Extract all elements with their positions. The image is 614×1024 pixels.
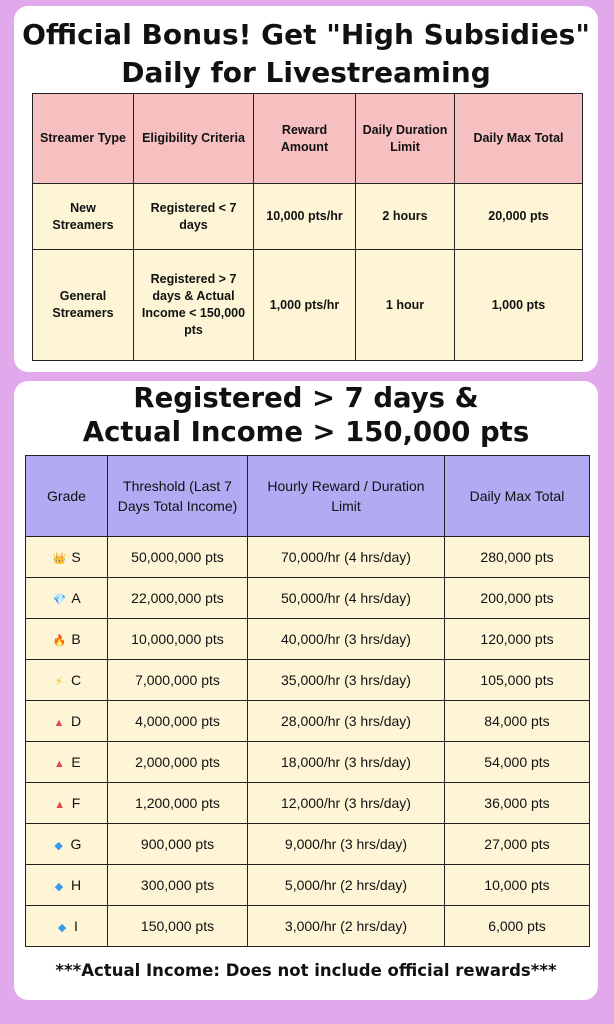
table-row: [33, 250, 583, 361]
cell-grade: [26, 865, 108, 906]
cell-streamer-type: New Streamers: [33, 184, 134, 250]
cell-daily-max: 200,000 pts: [445, 578, 590, 619]
table-row: [26, 619, 590, 660]
cell-daily-max: 1,000 pts: [455, 250, 583, 361]
cell-threshold: 10,000,000 pts: [108, 619, 248, 660]
cell-threshold: 300,000 pts: [108, 865, 248, 906]
cell-reward: 10,000 pts/hr: [254, 184, 356, 250]
cell-daily-max: 120,000 pts: [445, 619, 590, 660]
cell-daily-max: 105,000 pts: [445, 660, 590, 701]
cell-hourly-reward: 18,000/hr (3 hrs/day): [248, 742, 445, 783]
cell-grade: [26, 578, 108, 619]
cell-criteria: Registered < 7 days: [134, 184, 254, 250]
cell-hourly-reward: 50,000/hr (4 hrs/day): [248, 578, 445, 619]
header-daily-max: Daily Max Total: [445, 456, 590, 537]
cell-grade: [26, 537, 108, 578]
grade-rows: [26, 537, 590, 947]
grade-label: E: [71, 754, 81, 770]
table-row: [26, 906, 590, 947]
blue-diamond-icon: ◆: [54, 840, 63, 852]
grade-table: [25, 455, 590, 947]
grade-card: [14, 381, 598, 1000]
title-line-1: Official Bonus! Get "High Subsidies": [22, 18, 590, 51]
header-reward-amount: Reward Amount: [254, 94, 356, 184]
cell-grade: [26, 742, 108, 783]
cell-daily-max: 10,000 pts: [445, 865, 590, 906]
page-title: [14, 16, 598, 92]
table-row: [33, 184, 583, 250]
header-threshold: Threshold (Last 7 Days Total Income): [108, 456, 248, 537]
cell-threshold: 2,000,000 pts: [108, 742, 248, 783]
grade-label: B: [71, 631, 81, 647]
lightning-icon: ⚡: [55, 676, 63, 688]
cell-daily-max: 20,000 pts: [455, 184, 583, 250]
table-row: [26, 742, 590, 783]
table-row: [26, 824, 590, 865]
table-header-row: [26, 456, 590, 537]
cell-hourly-reward: 28,000/hr (3 hrs/day): [248, 701, 445, 742]
table-row: [26, 701, 590, 742]
cell-hourly-reward: 35,000/hr (3 hrs/day): [248, 660, 445, 701]
crown-icon: 👑: [52, 553, 67, 565]
header-daily-max: Daily Max Total: [455, 94, 583, 184]
grade-label: F: [71, 795, 81, 811]
cell-daily-max: 280,000 pts: [445, 537, 590, 578]
table-row: [26, 783, 590, 824]
cell-grade: [26, 619, 108, 660]
cell-hourly-reward: 12,000/hr (3 hrs/day): [248, 783, 445, 824]
cell-daily-max: 36,000 pts: [445, 783, 590, 824]
grade-label: H: [70, 877, 82, 893]
cell-criteria: Registered > 7 days & Actual Income < 150,000 pts: [134, 250, 254, 361]
cell-grade: [26, 783, 108, 824]
cell-hourly-reward: 3,000/hr (2 hrs/day): [248, 906, 445, 947]
cell-hourly-reward: 9,000/hr (3 hrs/day): [248, 824, 445, 865]
cell-hourly-reward: 40,000/hr (3 hrs/day): [248, 619, 445, 660]
cell-threshold: 7,000,000 pts: [108, 660, 248, 701]
red-triangle-icon: ▲: [53, 758, 65, 770]
header-grade: Grade: [26, 456, 108, 537]
grade-label: I: [74, 918, 78, 934]
table-row: [26, 660, 590, 701]
red-triangle-icon: ▲: [53, 717, 65, 729]
section-title-line-2: Actual Income > 150,000 pts: [82, 416, 530, 448]
table-row: [26, 537, 590, 578]
cell-threshold: 50,000,000 pts: [108, 537, 248, 578]
streamer-type-table: [32, 93, 583, 361]
header-hourly-reward: Hourly Reward / Duration Limit: [248, 456, 445, 537]
section-title-line-1: Registered > 7 days &: [133, 382, 479, 414]
cell-threshold: 1,200,000 pts: [108, 783, 248, 824]
cell-threshold: 900,000 pts: [108, 824, 248, 865]
cell-threshold: 150,000 pts: [108, 906, 248, 947]
red-triangle-icon: ▲: [54, 799, 66, 811]
cell-grade: [26, 660, 108, 701]
grade-label: S: [71, 549, 81, 565]
cell-threshold: 4,000,000 pts: [108, 701, 248, 742]
grade-label: C: [70, 672, 82, 688]
cell-hourly-reward: 70,000/hr (4 hrs/day): [248, 537, 445, 578]
header-eligibility: Eligibility Criteria: [134, 94, 254, 184]
cell-daily-max: 27,000 pts: [445, 824, 590, 865]
diamond-icon: 💎: [52, 594, 67, 606]
cell-reward: 1,000 pts/hr: [254, 250, 356, 361]
header-streamer-type: Streamer Type: [33, 94, 134, 184]
title-line-2: Daily for Livestreaming: [121, 56, 491, 89]
table-row: [26, 578, 590, 619]
table-header-row: [33, 94, 583, 184]
fire-icon: 🔥: [52, 635, 67, 647]
section-title: [14, 381, 598, 449]
grade-label: G: [70, 836, 82, 852]
footnote: ***Actual Income: Does not include official rewards***: [55, 961, 557, 980]
cell-grade: [26, 824, 108, 865]
table-row: [26, 865, 590, 906]
blue-diamond-icon: ◆: [54, 881, 64, 893]
header-duration-limit: Daily Duration Limit: [356, 94, 455, 184]
cell-daily-max: 6,000 pts: [445, 906, 590, 947]
cell-duration: 1 hour: [356, 250, 455, 361]
grade-label: A: [71, 590, 81, 606]
blue-diamond-icon: ◆: [57, 922, 67, 934]
cell-daily-max: 54,000 pts: [445, 742, 590, 783]
cell-grade: [26, 701, 108, 742]
cell-daily-max: 84,000 pts: [445, 701, 590, 742]
grade-label: D: [70, 713, 82, 729]
subsidy-card: [14, 6, 598, 372]
cell-duration: 2 hours: [356, 184, 455, 250]
cell-threshold: 22,000,000 pts: [108, 578, 248, 619]
cell-streamer-type: General Streamers: [33, 250, 134, 361]
cell-grade: [26, 906, 108, 947]
cell-hourly-reward: 5,000/hr (2 hrs/day): [248, 865, 445, 906]
